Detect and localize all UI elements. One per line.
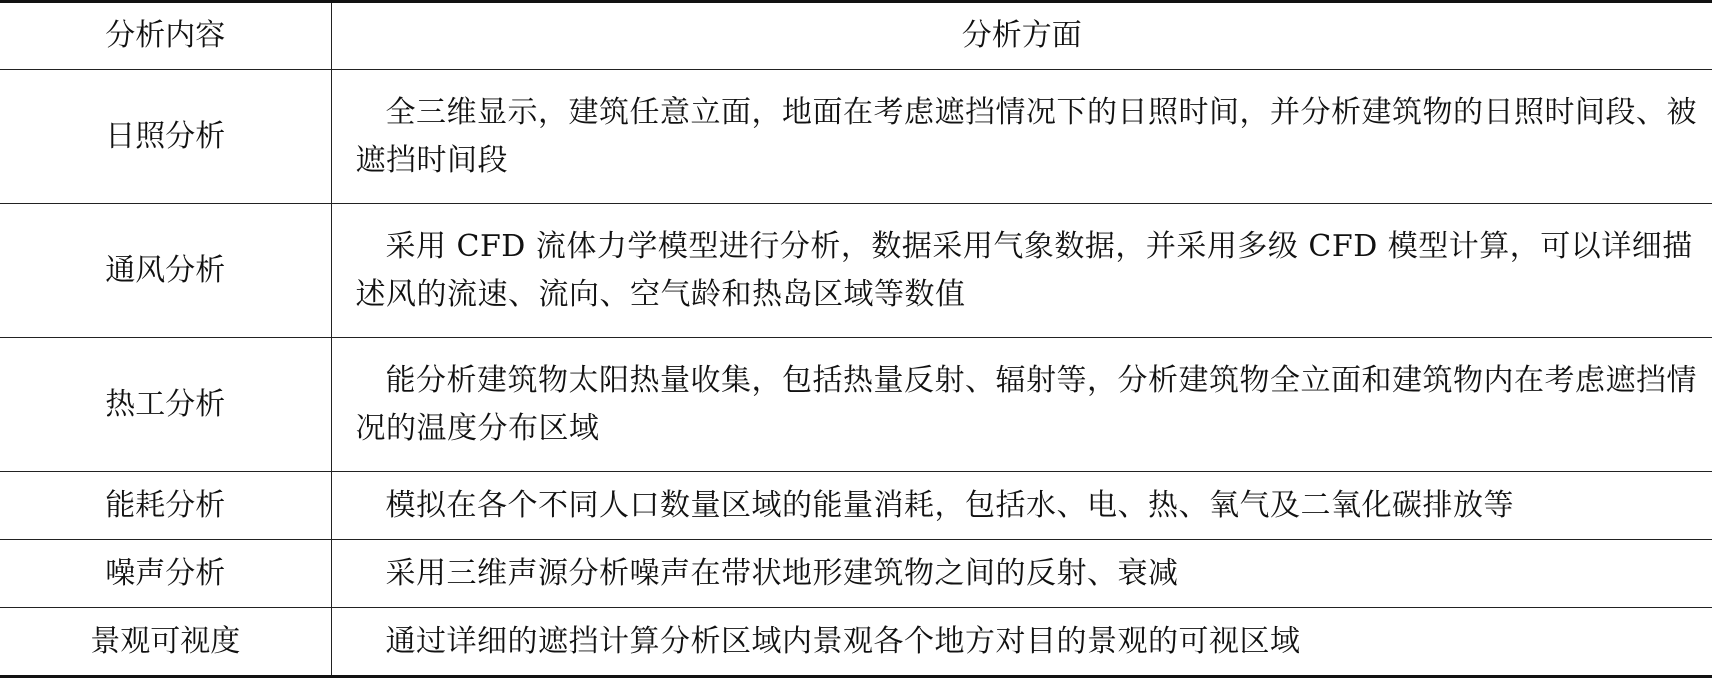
table-row-ventilation [0,204,1712,338]
row-description-text: 采用三维声源分析噪声在带状地形建筑物之间的反射、衰减 [385,555,1179,591]
row-item-label: 通风分析 [0,204,331,338]
table-row-landscape [0,608,1712,677]
table-row-thermal [0,338,1712,472]
row-description-text: 通过详细的遮挡计算分析区域内景观各个地方对目的景观的可视区域 [385,623,1301,659]
row-description [331,608,1712,677]
table-header-row [0,2,1712,70]
row-description [331,472,1712,540]
row-item-label: 热工分析 [0,338,331,472]
row-description-text: 能分析建筑物太阳热量收集，包括热量反射、辐射等，分析建筑物全立面和建筑物内在考虑遮挡情况的温度分布区域 [355,362,1697,446]
header-analysis-aspect: 分析方面 [331,2,1712,70]
row-item-label: 噪声分析 [0,540,331,608]
row-description [331,338,1712,472]
header-analysis-content: 分析内容 [0,2,331,70]
row-item-label: 景观可视度 [0,608,331,677]
table-row-noise [0,540,1712,608]
table-row-sunlight [0,70,1712,204]
row-description-text: 全三维显示，建筑任意立面，地面在考虑遮挡情况下的日照时间，并分析建筑物的日照时间段、被遮挡时间段 [355,94,1697,178]
table-row-energy [0,472,1712,540]
row-description [331,204,1712,338]
row-description-text: 采用 CFD 流体力学模型进行分析，数据采用气象数据，并采用多级 CFD 模型计算，可以详细描述风的流速、流向、空气龄和热岛区域等数值 [355,228,1693,312]
row-description [331,70,1712,204]
row-description-text: 模拟在各个不同人口数量区域的能量消耗，包括水、电、热、氧气及二氧化碳排放等 [385,487,1514,523]
row-description [331,540,1712,608]
row-item-label: 能耗分析 [0,472,331,540]
row-item-label: 日照分析 [0,70,331,204]
